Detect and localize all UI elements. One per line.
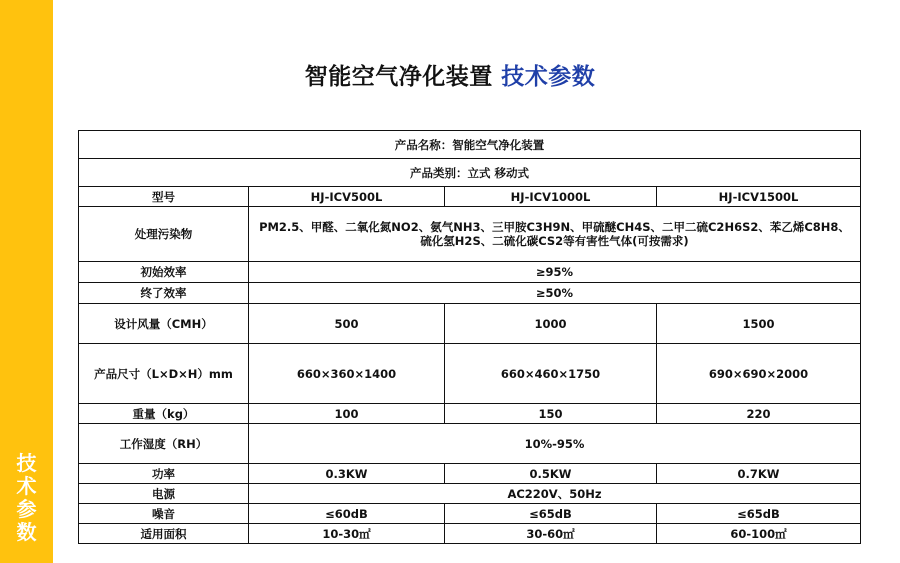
table-cell: AC220V、50Hz	[249, 484, 861, 504]
table-row	[79, 187, 861, 207]
side-label-char: 参	[16, 497, 37, 521]
table-cell: PM2.5、甲醛、二氧化氮NO2、氨气NH3、三甲胺C3H9N、甲硫醚CH4S、二甲二硫C2H6S2、苯乙烯C8H8、硫化氢H2S、二硫化碳CS2等有害性气体(可按需求)	[249, 207, 861, 262]
row-label: 工作湿度（RH）	[79, 424, 249, 464]
table-cell: 10-30㎡	[249, 524, 445, 544]
row-label: 型号	[79, 187, 249, 207]
product-type-cell: 产品类别：立式 移动式	[79, 159, 861, 187]
side-label	[0, 452, 53, 544]
row-label: 噪音	[79, 504, 249, 524]
table-cell: 150	[445, 404, 657, 424]
table-cell: 60-100㎡	[657, 524, 861, 544]
row-label: 适用面积	[79, 524, 249, 544]
row-label: 终了效率	[79, 283, 249, 304]
table-row	[79, 504, 861, 524]
table-cell: ≤65dB	[657, 504, 861, 524]
spec-table	[78, 130, 861, 544]
table-cell: ≥95%	[249, 262, 861, 283]
table-row	[79, 464, 861, 484]
side-label-char: 数	[16, 520, 37, 544]
table-cell: 1000	[445, 304, 657, 344]
table-cell: HJ-ICV1500L	[657, 187, 861, 207]
table-cell: 1500	[657, 304, 861, 344]
title-accent: 技术参数	[501, 64, 596, 90]
table-cell: 30-60㎡	[445, 524, 657, 544]
side-label-char: 术	[16, 474, 37, 498]
table-row	[79, 344, 861, 404]
row-label: 电源	[79, 484, 249, 504]
row-label: 设计风量（CMH）	[79, 304, 249, 344]
table-row	[79, 131, 861, 159]
row-label: 产品尺寸（L×D×H）mm	[79, 344, 249, 404]
table-row	[79, 283, 861, 304]
table-cell: ≤65dB	[445, 504, 657, 524]
table-cell: 660×460×1750	[445, 344, 657, 404]
table-row	[79, 207, 861, 262]
table-cell: 0.5KW	[445, 464, 657, 484]
table-row	[79, 424, 861, 464]
table-cell: 100	[249, 404, 445, 424]
page-title	[0, 58, 900, 91]
table-row	[79, 524, 861, 544]
table-cell: 0.3KW	[249, 464, 445, 484]
table-row	[79, 484, 861, 504]
side-label-char: 技	[16, 451, 37, 475]
table-row	[79, 404, 861, 424]
table-cell: 500	[249, 304, 445, 344]
table-cell: HJ-ICV1000L	[445, 187, 657, 207]
row-label: 处理污染物	[79, 207, 249, 262]
table-row	[79, 159, 861, 187]
title-main: 智能空气净化装置	[304, 64, 493, 90]
product-name-cell: 产品名称：智能空气净化装置	[79, 131, 861, 159]
table-cell: 10%-95%	[249, 424, 861, 464]
row-label: 重量（kg）	[79, 404, 249, 424]
table-row	[79, 262, 861, 283]
table-cell: 660×360×1400	[249, 344, 445, 404]
table-cell: ≤60dB	[249, 504, 445, 524]
table-cell: 690×690×2000	[657, 344, 861, 404]
table-cell: 220	[657, 404, 861, 424]
row-label: 初始效率	[79, 262, 249, 283]
table-cell: 0.7KW	[657, 464, 861, 484]
table-cell: HJ-ICV500L	[249, 187, 445, 207]
row-label: 功率	[79, 464, 249, 484]
table-row	[79, 304, 861, 344]
table-cell: ≥50%	[249, 283, 861, 304]
